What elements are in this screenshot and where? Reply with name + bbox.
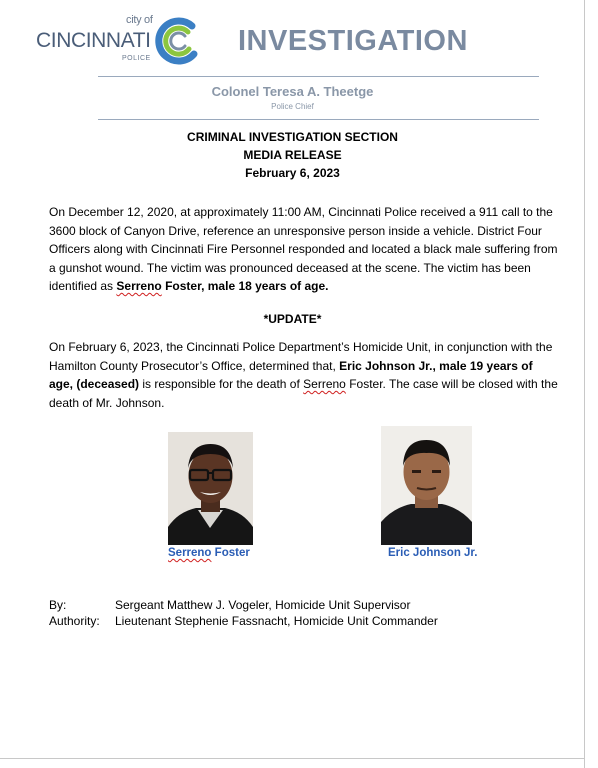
logo-police: POLICE: [122, 55, 151, 62]
incident-text: On December 12, 2020, at approximately 11:00 AM, Cincinnati Police received a 911 call to the 3600 block of Canyon Drive, reference an unresponsive person inside a vehicle. District Four Officers along with Cincinnati Fire Personnel responded and located a black male suffering from a gunshot wound. The victim was pronounced deceased at the scene. The victim has been identified as: [49, 205, 558, 293]
victim-caption-last: Foster: [211, 547, 250, 559]
page-edge-right: [584, 0, 585, 768]
suspect-photo: [381, 426, 472, 545]
victim-name-ref: Serreno: [303, 377, 346, 391]
cincinnati-police-logo: [36, 14, 206, 66]
header-rule-top: [98, 76, 539, 77]
authority-value: Lieutenant Stephenie Fassnacht, Homicide Unit Commander: [115, 614, 438, 628]
chief-title: Police Chief: [271, 102, 314, 111]
release-type: MEDIA RELEASE: [243, 148, 342, 162]
suspect-bold: Eric Johnson Jr., male 19 years of age, (deceased): [49, 358, 533, 391]
logo-cincinnati: CINCINNATI: [36, 29, 151, 52]
authority-label: Authority:: [49, 614, 100, 628]
header-rule-bottom: [98, 119, 539, 120]
victim-caption: [168, 546, 250, 560]
release-section: CRIMINAL INVESTIGATION SECTION: [187, 130, 398, 144]
release-date: February 6, 2023: [245, 166, 340, 180]
release-heading: [0, 128, 585, 182]
update-paragraph: [49, 338, 559, 412]
logo-c-swoosh-icon: [154, 16, 204, 66]
authority-line: [49, 613, 438, 629]
page-headline: INVESTIGATION: [238, 25, 468, 57]
incident-paragraph: [49, 203, 559, 296]
update-label: *UPDATE*: [263, 312, 322, 326]
page-edge-bottom: [0, 758, 585, 759]
by-line: [49, 597, 410, 613]
update-text-2: is responsible for the death of: [139, 377, 304, 391]
suspect-caption: Eric Johnson Jr.: [388, 547, 478, 559]
by-value: Sergeant Matthew J. Vogeler, Homicide Unit Supervisor: [115, 598, 411, 612]
victim-details-bold: Foster, male 18 years of age.: [161, 279, 329, 293]
victim-photo: [168, 432, 253, 545]
victim-name-bold: Serreno: [116, 279, 162, 293]
update-text-3: Foster. The case will be closed with the death of Mr. Johnson.: [49, 377, 558, 410]
logo-city-of: city of: [126, 14, 153, 26]
update-text-1: On February 6, 2023, the Cincinnati Police Department’s Homicide Unit, in conjunction with the Hamilton County Prosecutor’s Office, determined that,: [49, 340, 553, 373]
chief-name: Colonel Teresa A. Theetge: [211, 84, 374, 99]
victim-caption-first: Serreno: [168, 547, 212, 559]
by-label: By:: [49, 598, 67, 612]
